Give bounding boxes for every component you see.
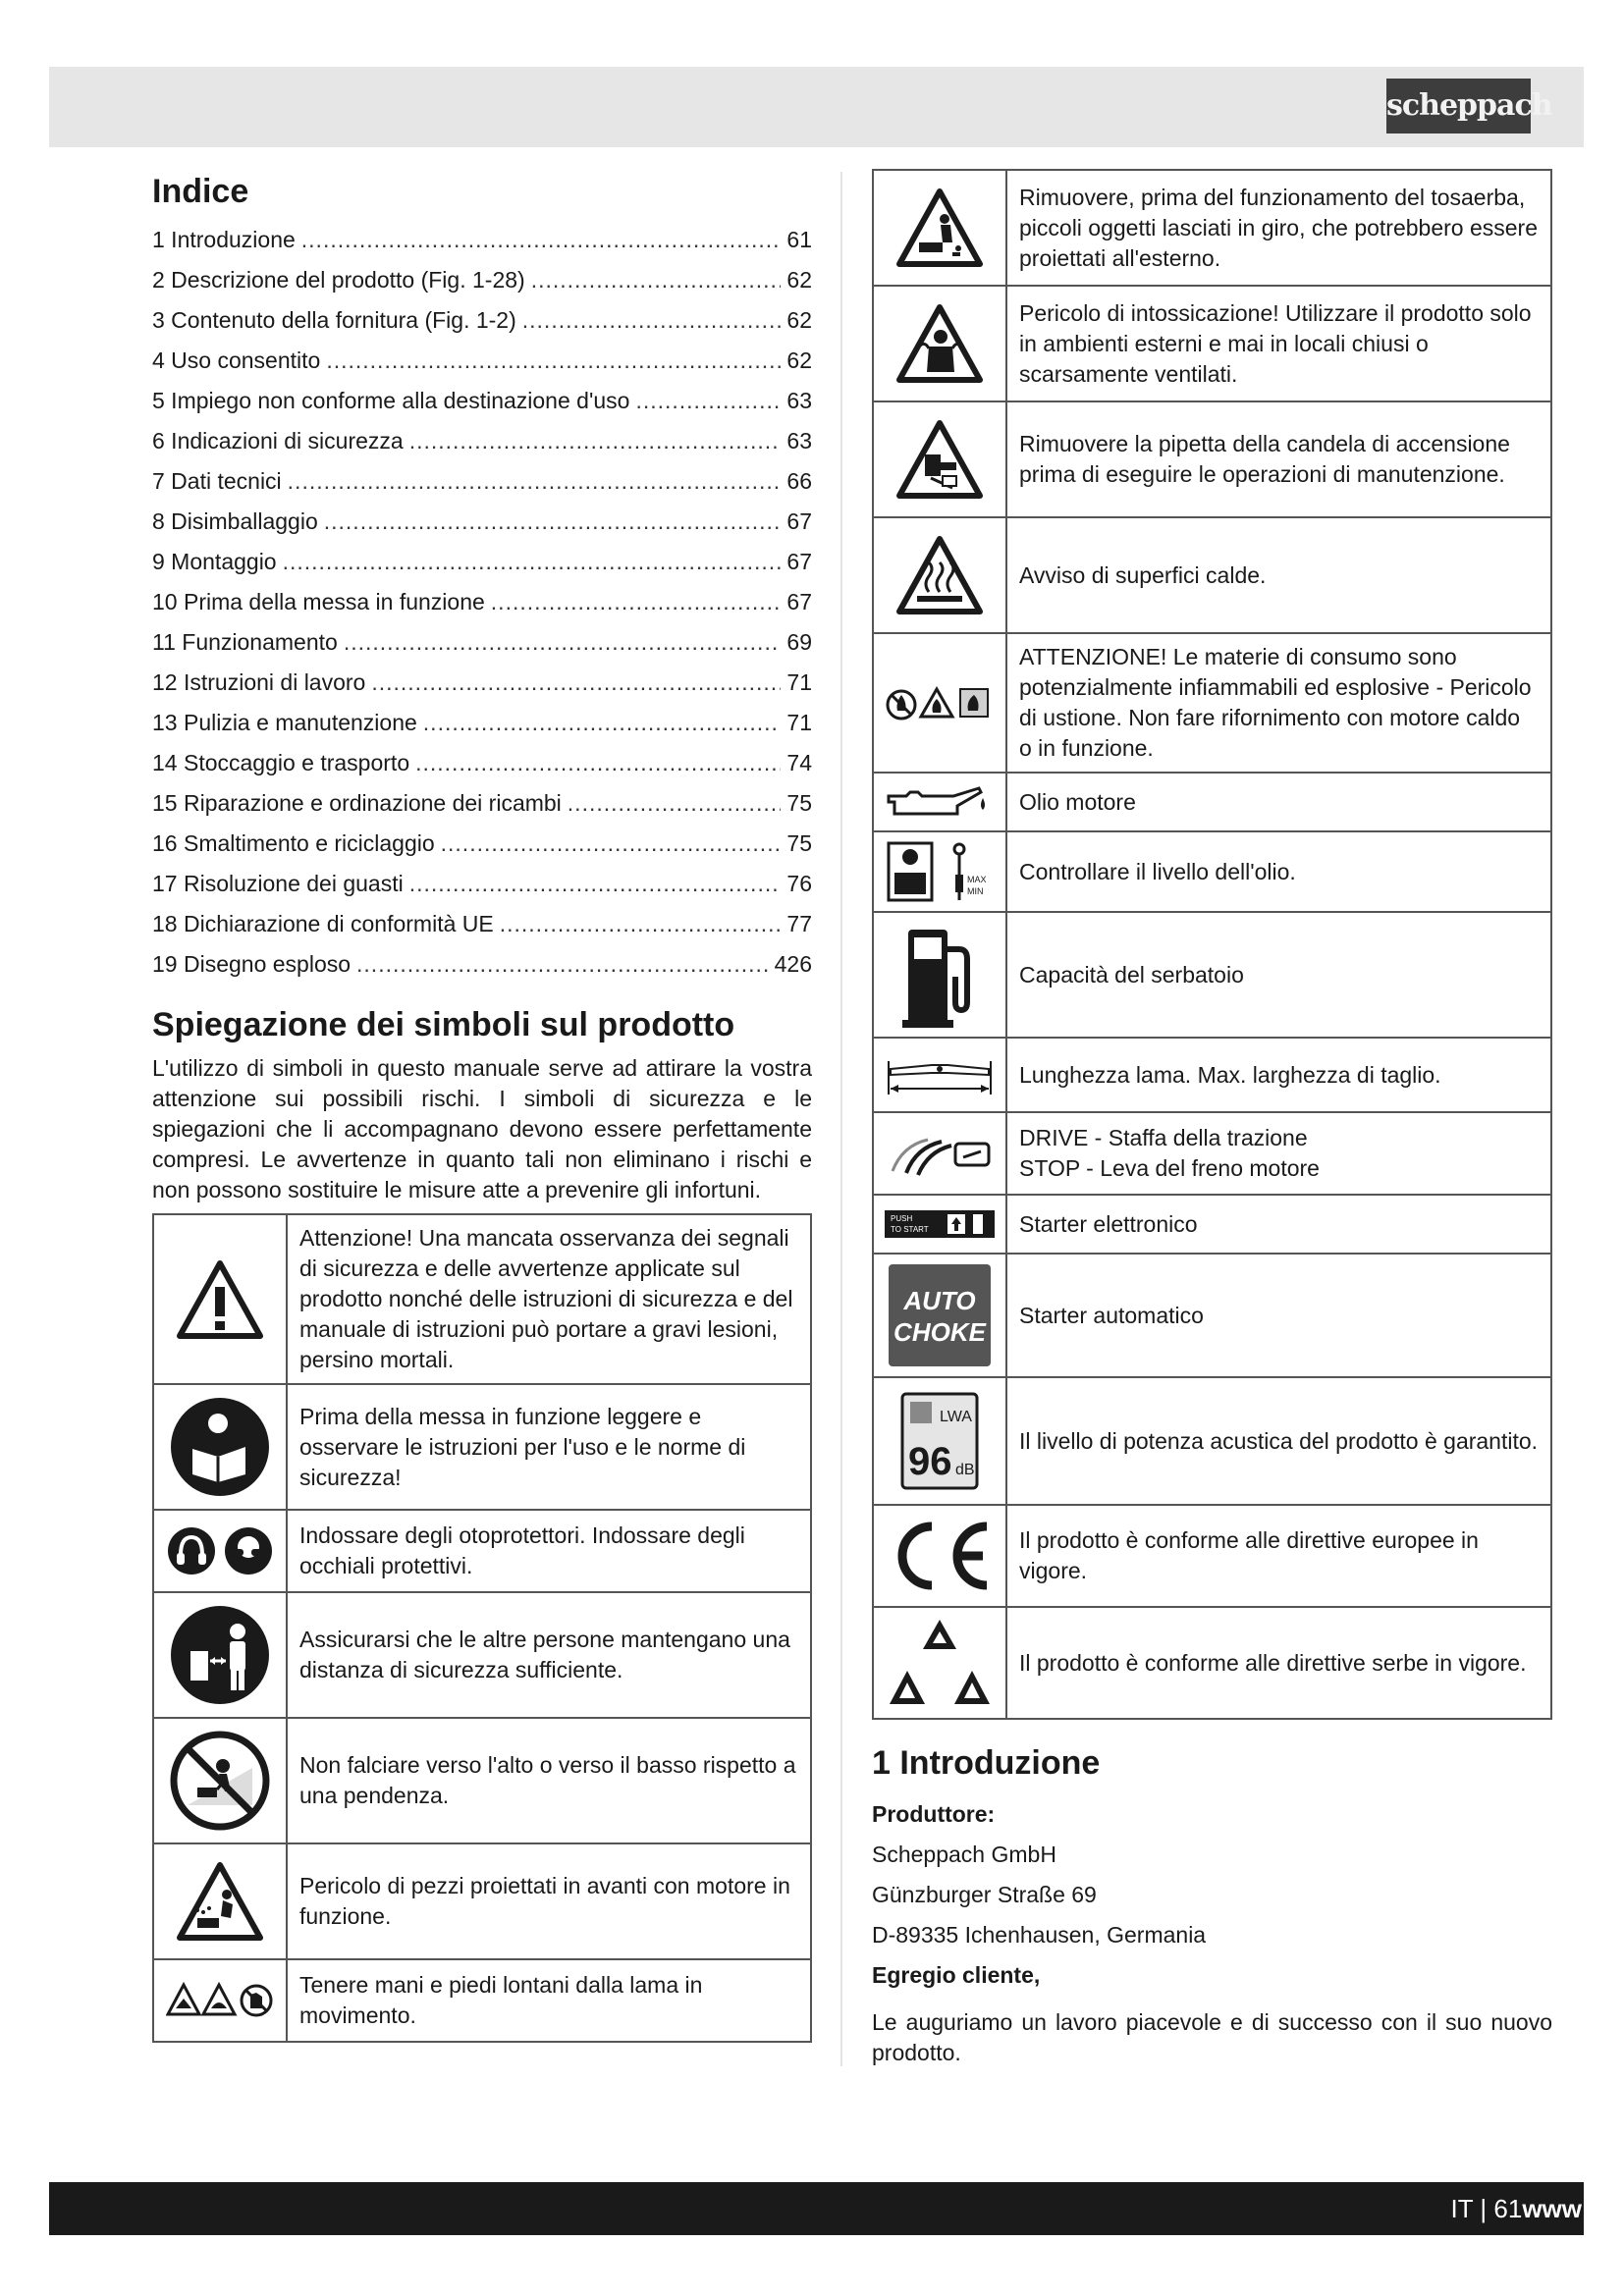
blade-length-icon — [878, 1051, 1001, 1098]
symbol-text: Capacità del serbatoio — [1006, 912, 1551, 1038]
symbol-text: ATTENZIONE! Le materie di consumo sono potenzialmente infiammabili ed esplosive - Pericolo di ustione. Non fare rifornimento con motore caldo o in funzione. — [1006, 633, 1551, 773]
toc-leader-dots — [635, 381, 781, 421]
symbol-row — [153, 1214, 811, 1384]
toc-item-title: 10 Prima della messa in funzione — [152, 589, 485, 614]
toc-title: Indice — [152, 173, 249, 210]
toc-item-title: 11 Funzionamento — [152, 629, 338, 655]
toc-item-title: 18 Dichiarazione di conformità UE — [152, 911, 494, 936]
intro-body: Le auguriamo un lavoro piacevole e di successo con il suo nuovo prodotto. — [872, 2009, 1552, 2065]
toc-leader-dots — [301, 220, 782, 260]
symbol-text: Prima della messa in funzione leggere e osservare le istruzioni per l'uso e le norme di sicurezza! — [287, 1384, 811, 1510]
symbol-text: Rimuovere la pipetta della candela di accensione prima di eseguire le operazioni di manutenzione. — [1006, 401, 1551, 517]
toc-item-page: 66 — [786, 468, 812, 494]
toc-item-page: 426 — [774, 951, 812, 977]
right-column — [872, 169, 1552, 2068]
toc-item-page: 76 — [786, 871, 812, 896]
brand-logo: scheppach — [1386, 79, 1531, 133]
footer-separator: | — [1480, 2194, 1488, 2223]
toc-item-title: 19 Disegno esploso — [152, 951, 352, 977]
symbol-text: Tenere mani e piedi lontani dalla lama in movimento. — [287, 1959, 811, 2042]
remove-objects-icon — [878, 187, 1001, 268]
toc-item-page: 77 — [786, 911, 812, 936]
toc-leader-dots — [522, 300, 782, 341]
toc-item[interactable] — [152, 341, 812, 381]
toc-item-title: 12 Istruzioni di lavoro — [152, 669, 366, 695]
symbol-row — [873, 1195, 1551, 1254]
symbol-text: Olio motore — [1006, 773, 1551, 831]
toc-item[interactable] — [152, 783, 812, 824]
symbols-title: Spiegazione dei simboli sul prodotto — [152, 1006, 735, 1043]
toc-item[interactable] — [152, 260, 812, 300]
warning-triangle-icon — [158, 1259, 282, 1340]
symbols-table-right — [872, 169, 1552, 1720]
toc-item-page: 75 — [786, 790, 812, 816]
symbol-row — [153, 1843, 811, 1959]
ear-eye-protection-icon — [158, 1525, 282, 1576]
toc-leader-dots — [344, 622, 782, 663]
sound-level-value: 96 — [908, 1440, 952, 1483]
safety-distance-icon — [158, 1604, 282, 1706]
symbol-text: Il prodotto è conforme alle direttive serbe in vigore. — [1006, 1607, 1551, 1719]
symbol-row — [873, 286, 1551, 401]
symbol-row — [873, 1038, 1551, 1112]
toc-item-page: 67 — [786, 549, 812, 574]
electric-starter-icon — [878, 1208, 1001, 1240]
toc-item-title: 14 Stoccaggio e trasporto — [152, 750, 410, 775]
symbol-text: Starter elettronico — [1006, 1195, 1551, 1254]
symbol-row — [153, 1592, 811, 1718]
symbol-text: Indossare degli otoprotettori. Indossare degli occhiali protettivi. — [287, 1510, 811, 1592]
symbol-text: DRIVE - Staffa della trazione STOP - Leva del freno motore — [1006, 1112, 1551, 1195]
toc-leader-dots — [500, 904, 782, 944]
toc-item-title: 15 Riparazione e ordinazione dei ricambi — [152, 790, 562, 816]
toc-item-page: 69 — [786, 629, 812, 655]
symbols-intro: L'utilizzo di simboli in questo manuale serve ad attirare la vostra attenzione sui possibili rischi. I simboli di sicurezza e le spiegazioni che li accompagnano devono essere perfettamente compresi. Le avvertenze in quanto tali non eliminano i rischi e non possono sostituire le misure atte a prevenire gli infortuni. — [152, 1055, 812, 1202]
symbol-row — [153, 1718, 811, 1843]
flammable-icon — [878, 683, 1001, 722]
no-slope-mowing-icon — [158, 1729, 282, 1833]
read-manual-icon — [158, 1396, 282, 1498]
toc-leader-dots — [324, 502, 782, 542]
symbol-text: Pericolo di pezzi proiettati in avanti con motore in funzione. — [287, 1843, 811, 1959]
symbol-text: Il livello di potenza acustica del prodotto è garantito. — [1006, 1377, 1551, 1505]
symbol-row — [873, 1607, 1551, 1719]
auto-label: AUTO — [903, 1286, 976, 1315]
producer-label: Produttore: — [872, 1801, 996, 1827]
greeting: Egregio cliente, — [872, 1962, 1041, 1988]
push-label: PUSH — [891, 1214, 913, 1223]
toc-item-page: 63 — [786, 428, 812, 454]
symbol-row — [873, 401, 1551, 517]
footer-page: 61 — [1493, 2194, 1523, 2223]
ce-mark-icon — [878, 1519, 1001, 1593]
symbol-text: Non falciare verso l'alto o verso il basso rispetto a una pendenza. — [287, 1718, 811, 1843]
symbol-text: Attenzione! Una mancata osservanza dei segnali di sicurezza e delle avvertenze applicate sul prodotto nonché delle istruzioni di sicurezza e del manuale di istruzioni può portare a gravi lesioni, persino mortali. — [287, 1214, 811, 1384]
company-name: Scheppach GmbH — [872, 1842, 1056, 1867]
symbol-text: Il prodotto è conforme alle direttive europee in vigore. — [1006, 1505, 1551, 1607]
symbol-text: Pericolo di intossicazione! Utilizzare il prodotto solo in ambienti esterni e mai in locali chiusi o scarsamente ventilati. — [1006, 286, 1551, 401]
toc-leader-dots — [283, 542, 782, 582]
toc-leader-dots — [568, 783, 782, 824]
toc-leader-dots — [326, 341, 781, 381]
toc-item-page: 67 — [786, 589, 812, 614]
auto-choke-icon — [878, 1262, 1001, 1368]
toc-item-title: 5 Impiego non conforme alla destinazione d'uso — [152, 388, 630, 413]
toc-item[interactable] — [152, 743, 812, 783]
symbol-row — [153, 1959, 811, 2042]
toc-leader-dots — [491, 582, 782, 622]
symbol-text: Assicurarsi che le altre persone mantengano una distanza di sicurezza sufficiente. — [287, 1592, 811, 1718]
toc-item-title: 1 Introduzione — [152, 227, 296, 252]
drive-stop-lever-icon — [878, 1126, 1001, 1181]
toc-item-title: 6 Indicazioni di sicurezza — [152, 428, 404, 454]
toc-item-page: 62 — [786, 267, 812, 293]
toc-item[interactable] — [152, 944, 812, 985]
toc-item[interactable] — [152, 381, 812, 421]
toc-item[interactable] — [152, 542, 812, 582]
toc-item[interactable] — [152, 622, 812, 663]
spark-plug-icon — [878, 419, 1001, 500]
footer-www: www — [1522, 2194, 1582, 2223]
symbol-row — [873, 1112, 1551, 1195]
toc-leader-dots — [531, 260, 782, 300]
toxic-fumes-icon — [878, 303, 1001, 384]
fuel-pump-icon — [878, 920, 1001, 1030]
symbol-row — [873, 773, 1551, 831]
footer-lang: IT — [1450, 2194, 1474, 2223]
lwa-label: LWA — [940, 1409, 972, 1425]
company-street: Günzburger Straße 69 — [872, 1882, 1097, 1907]
keep-hands-feet-away-icon — [158, 1981, 282, 2020]
toc-item-title: 13 Pulizia e manutenzione — [152, 710, 417, 735]
toc-leader-dots — [409, 421, 782, 461]
toc-leader-dots — [409, 864, 782, 904]
toc-leader-dots — [356, 944, 769, 985]
toc-item-title: 8 Disimballaggio — [152, 508, 318, 534]
page-number — [1451, 2182, 1584, 2235]
toc-item[interactable] — [152, 824, 812, 864]
toc-item-page: 62 — [786, 307, 812, 333]
toc-item[interactable] — [152, 220, 812, 260]
toc-item-page: 71 — [786, 710, 812, 735]
hot-surface-icon — [878, 535, 1001, 615]
toc-leader-dots — [371, 663, 781, 703]
toc-item-title: 16 Smaltimento e riciclaggio — [152, 830, 435, 856]
choke-label: CHOKE — [893, 1317, 986, 1347]
intro-title: 1 Introduzione — [872, 1744, 1101, 1782]
symbol-row — [873, 633, 1551, 773]
toc-item-page: 61 — [786, 227, 812, 252]
toc-item-page: 63 — [786, 388, 812, 413]
symbol-row — [153, 1384, 811, 1510]
toc-item-title: 3 Contenuto della fornitura (Fig. 1-2) — [152, 307, 516, 333]
toc-item-title: 9 Montaggio — [152, 549, 277, 574]
toc-leader-dots — [423, 703, 782, 743]
symbol-text: Lunghezza lama. Max. larghezza di taglio. — [1006, 1038, 1551, 1112]
symbol-row — [873, 1254, 1551, 1377]
symbol-row — [873, 1505, 1551, 1607]
symbol-text: Avviso di superfici calde. — [1006, 517, 1551, 633]
toc-leader-dots — [415, 743, 781, 783]
toc-item-page: 74 — [786, 750, 812, 775]
toc-item-page: 71 — [786, 669, 812, 695]
toc-item[interactable] — [152, 421, 812, 461]
toc-item-title: 2 Descrizione del prodotto (Fig. 1-28) — [152, 267, 525, 293]
footer-bar — [49, 2182, 1584, 2235]
column-divider — [840, 172, 842, 2066]
toc-item[interactable] — [152, 904, 812, 944]
to-start-label: TO START — [891, 1225, 929, 1234]
symbol-text: Controllare il livello dell'olio. — [1006, 831, 1551, 912]
engine-oil-icon — [878, 784, 1001, 820]
oil-level-icon — [878, 839, 1001, 904]
serbian-conformity-icon — [878, 1616, 1001, 1710]
toc-item-page: 75 — [786, 830, 812, 856]
symbol-row — [153, 1510, 811, 1592]
symbol-row — [873, 831, 1551, 912]
toc-leader-dots — [288, 461, 782, 502]
oil-level-max-label: MAX — [967, 875, 987, 884]
table-of-contents — [152, 220, 812, 985]
toc-leader-dots — [441, 824, 782, 864]
company-city: D-89335 Ichenhausen, Germania — [872, 1922, 1207, 1948]
toc-item-title: 4 Uso consentito — [152, 347, 321, 373]
sound-power-icon — [878, 1392, 1001, 1490]
symbol-row — [873, 1377, 1551, 1505]
toc-item[interactable] — [152, 864, 812, 904]
oil-level-min-label: MIN — [967, 886, 984, 896]
symbol-text: Rimuovere, prima del funzionamento del tosaerba, piccoli oggetti lasciati in giro, che potrebbero essere proiettati all'esterno. — [1006, 170, 1551, 286]
symbol-text: Starter automatico — [1006, 1254, 1551, 1377]
symbols-table-left — [152, 1213, 812, 2043]
toc-item[interactable] — [152, 703, 812, 743]
toc-item-title: 17 Risoluzione dei guasti — [152, 871, 404, 896]
db-label: dB — [955, 1462, 975, 1478]
toc-item[interactable] — [152, 663, 812, 703]
header-bar — [49, 67, 1584, 147]
toc-item[interactable] — [152, 300, 812, 341]
toc-item[interactable] — [152, 582, 812, 622]
symbol-row — [873, 912, 1551, 1038]
symbol-row — [873, 517, 1551, 633]
symbol-row — [873, 170, 1551, 286]
toc-item-title: 7 Dati tecnici — [152, 468, 282, 494]
left-column — [152, 169, 812, 2043]
flying-parts-icon — [158, 1861, 282, 1942]
toc-item[interactable] — [152, 502, 812, 542]
toc-item[interactable] — [152, 461, 812, 502]
toc-item-page: 67 — [786, 508, 812, 534]
toc-item-page: 62 — [786, 347, 812, 373]
